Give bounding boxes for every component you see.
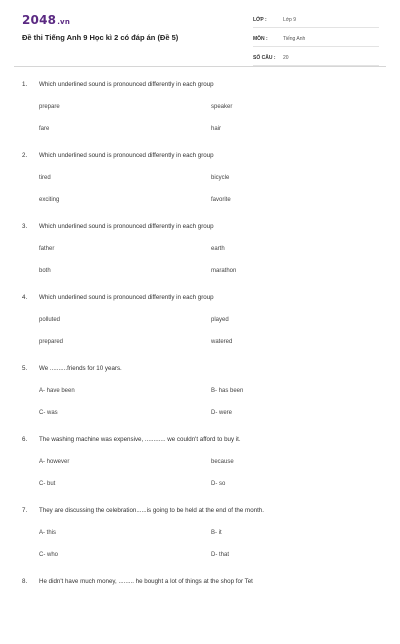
question-stem <box>22 578 253 585</box>
answer-option[interactable]: earth <box>211 246 225 252</box>
question-stem <box>22 507 264 514</box>
question-item <box>0 218 400 289</box>
answer-option[interactable]: both <box>39 268 51 274</box>
quiz-header <box>0 0 400 64</box>
logo-text: 2048 <box>22 13 57 27</box>
answer-option[interactable]: exciting <box>39 197 60 203</box>
answer-option[interactable]: played <box>211 317 229 323</box>
answer-option[interactable]: D- that <box>211 552 230 558</box>
answer-option[interactable]: watered <box>211 339 233 345</box>
meta-value: Lớp 9 <box>283 16 297 23</box>
quiz-meta <box>253 12 379 69</box>
question-text: Which underlined sound is pronounced differently in each group <box>39 294 214 301</box>
meta-value: 20 <box>283 54 289 61</box>
question-number: 8. <box>22 578 28 585</box>
answer-option[interactable]: prepare <box>39 104 60 110</box>
header-divider <box>14 66 386 67</box>
answer-option[interactable]: A- have been <box>39 388 75 394</box>
answer-option[interactable]: A- however <box>39 459 70 465</box>
question-item <box>0 147 400 218</box>
answer-option[interactable]: tired <box>39 175 51 181</box>
answer-option[interactable]: C- but <box>39 481 56 487</box>
question-number: 4. <box>22 294 28 301</box>
answer-option[interactable]: speaker <box>211 104 233 110</box>
question-stem <box>22 294 214 301</box>
question-item <box>0 289 400 360</box>
answer-option[interactable]: marathon <box>211 268 237 274</box>
question-list <box>0 76 400 644</box>
question-item <box>0 360 400 431</box>
meta-value: Tiếng Anh <box>283 35 306 42</box>
answer-option[interactable]: C- was <box>39 410 58 416</box>
question-stem <box>22 81 214 88</box>
meta-row-count <box>253 50 379 66</box>
answer-option[interactable]: prepared <box>39 339 64 345</box>
quiz-title: Đề thi Tiếng Anh 9 Học kì 2 có đáp án (Đề 5) <box>22 33 179 42</box>
question-text: Which underlined sound is pronounced differently in each group <box>39 81 214 88</box>
question-number: 7. <box>22 507 28 514</box>
answer-option[interactable]: father <box>39 246 55 252</box>
question-text: Which underlined sound is pronounced differently in each group <box>39 223 214 230</box>
question-number: 2. <box>22 152 28 159</box>
logo-suffix: .vn <box>57 18 71 26</box>
meta-label: MÔN : <box>253 35 268 42</box>
question-text: We ..........friends for 10 years. <box>39 365 122 372</box>
question-stem <box>22 436 241 443</box>
answer-option[interactable]: hair <box>211 126 222 132</box>
answer-option[interactable]: D- so <box>211 481 226 487</box>
answer-option[interactable]: C- who <box>39 552 59 558</box>
question-number: 5. <box>22 365 28 372</box>
meta-row-subject <box>253 31 379 47</box>
answer-option[interactable]: A- this <box>39 530 57 536</box>
answer-option[interactable]: D- were <box>211 410 233 416</box>
question-text: They are discussing the celebration......is going to be held at the end of the month. <box>39 507 264 514</box>
meta-row-class <box>253 12 379 28</box>
answer-option[interactable]: polluted <box>39 317 61 323</box>
answer-option[interactable]: bicycle <box>211 175 230 181</box>
question-stem <box>22 223 214 230</box>
question-text: Which underlined sound is pronounced differently in each group <box>39 152 214 159</box>
answer-option[interactable]: fare <box>39 126 50 132</box>
answer-option[interactable]: B- has been <box>211 388 244 394</box>
meta-label: SỐ CÂU : <box>253 54 276 61</box>
question-item <box>0 502 400 573</box>
answer-option[interactable]: because <box>211 459 234 465</box>
question-item <box>0 573 400 644</box>
question-number: 1. <box>22 81 28 88</box>
meta-label: LỚP : <box>253 16 267 23</box>
site-logo[interactable] <box>22 13 70 27</box>
question-number: 3. <box>22 223 28 230</box>
question-item <box>0 431 400 502</box>
question-item <box>0 76 400 147</box>
question-stem <box>22 152 214 159</box>
question-text: He didn't have much money, ......... he bought a lot of things at the shop for Tet <box>39 578 253 585</box>
answer-option[interactable]: favorite <box>211 197 231 203</box>
question-stem <box>22 365 122 372</box>
question-text: The washing machine was expensive, ............ we couldn't afford to buy it. <box>39 436 241 443</box>
question-number: 6. <box>22 436 28 443</box>
answer-option[interactable]: B- it <box>211 530 222 536</box>
